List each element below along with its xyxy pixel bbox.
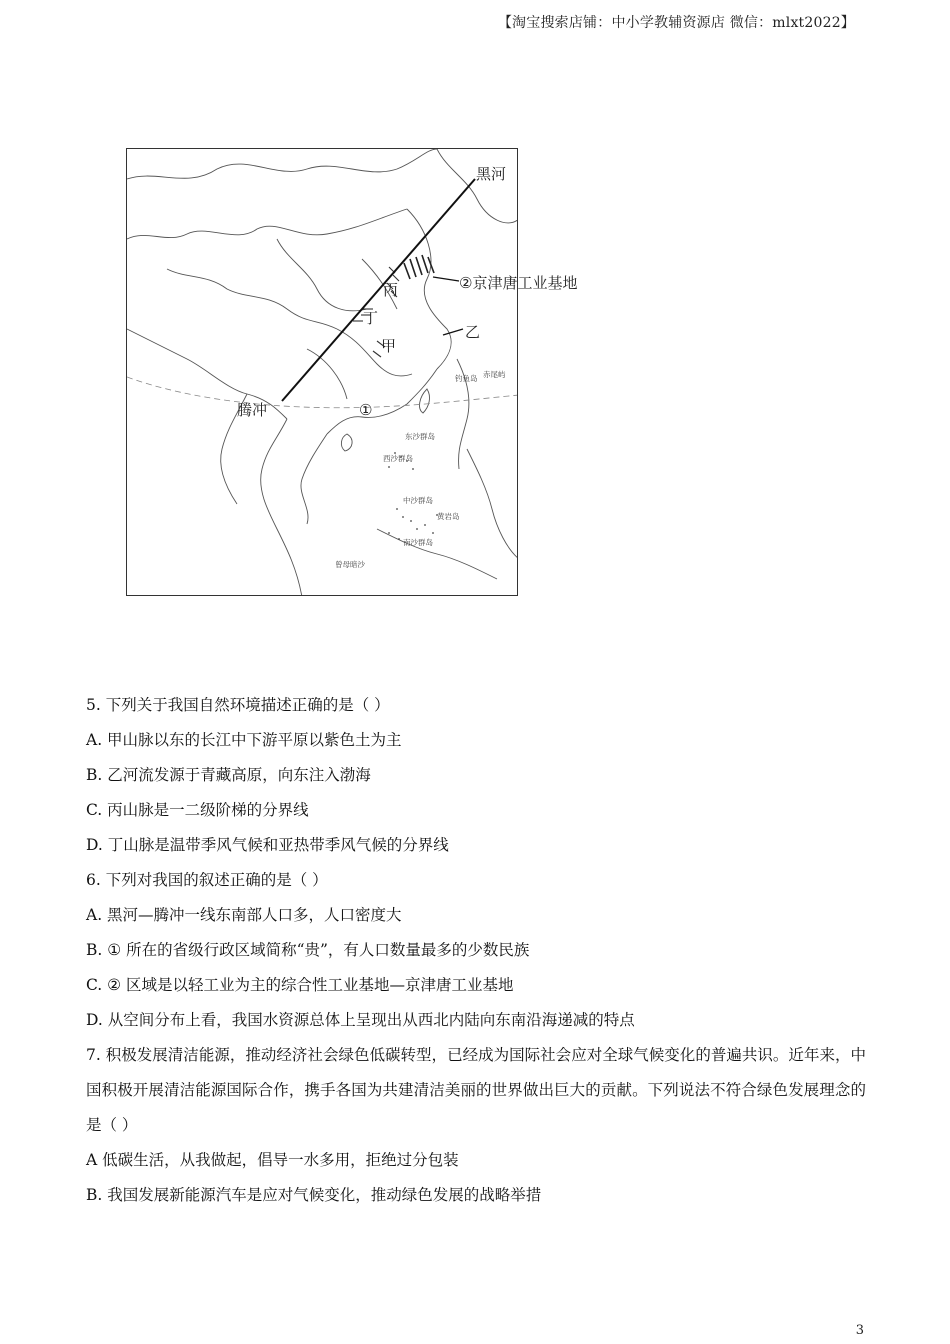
island-label-zengmu: 曾母暗沙: [335, 560, 365, 569]
yi-label: 乙: [465, 323, 481, 341]
q7-option-b: B. 我国发展新能源汽车是应对气候变化，推动绿色发展的战略举措: [86, 1186, 542, 1204]
heihe-label: 黑河: [476, 165, 507, 183]
q7-option-a: A 低碳生活，从我做起，倡导一水多用，拒绝过分包装: [86, 1151, 459, 1169]
jingjintang-hatch: [404, 255, 434, 279]
page-header: 【淘宝搜索店铺：中小学教辅资源店 微信：mlxt2022】: [497, 15, 855, 31]
tengchong-label: 腾冲: [237, 401, 268, 419]
island-label-chiwei: 赤尾屿: [483, 370, 506, 379]
question-list: [86, 688, 866, 1213]
q6-option-d: D. 从空间分布上看，我国水资源总体上呈现出从西北内陆向东南沿海递减的特点: [86, 1011, 635, 1029]
jia-label: 甲: [381, 337, 397, 355]
bing-label: 丙: [383, 281, 399, 299]
q6-option-b: B. ① 所在的省级行政区域简称“贵”，有人口数量最多的少数民族: [86, 941, 530, 959]
island-label-diaoyu: 钓鱼岛: [455, 374, 478, 383]
q5-option-a: A. 甲山脉以东的长江中下游平原以紫色土为主: [86, 731, 402, 749]
island-label-zhongsha: 中沙群岛: [403, 496, 433, 505]
q6-option-c: C. ② 区域是以轻工业为主的综合性工业基地—京津唐工业基地: [86, 976, 514, 994]
island-label-xisha: 西沙群岛: [383, 454, 413, 463]
yi-leader-line: [443, 329, 463, 335]
page-number: 3: [855, 1323, 864, 1338]
map-borders: [127, 149, 518, 596]
china-map-svg: [127, 149, 518, 596]
base-leader-line: [433, 277, 459, 281]
q7-stem: 7. 积极发展清洁能源，推动经济社会绿色低碳转型，已经成为国际社会应对全球气候变化的普遍共识。近年来，中国积极开展清洁能源国际合作，携手各国为共建清洁美丽的世界做出巨大的贡献。下列说法不符合绿色发展理念的是（ ）: [86, 1046, 866, 1134]
ding-label: 丁: [363, 309, 379, 327]
q5-option-c: C. 丙山脉是一二级阶梯的分界线: [86, 801, 309, 819]
island-label-nansha: 南沙群岛: [403, 538, 433, 547]
jingjintang-callout: ②京津唐工业基地: [459, 274, 578, 292]
heihe-tengchong-line: [282, 179, 475, 401]
region-1-label: ①: [359, 401, 373, 419]
q5-option-b: B. 乙河流发源于青藏高原，向东注入渤海: [86, 766, 371, 784]
q6-option-a: A. 黑河—腾冲一线东南部人口多，人口密度大: [86, 906, 402, 924]
q6-stem: 6. 下列对我国的叙述正确的是（ ）: [86, 871, 328, 889]
island-label-huangyan: 黄岩岛: [437, 512, 460, 521]
q5-option-d: D. 丁山脉是温带季风气候和亚热带季风气候的分界线: [86, 836, 449, 854]
q5-stem: 5. 下列关于我国自然环境描述正确的是（ ）: [86, 696, 390, 714]
island-label-dongsha: 东沙群岛: [405, 432, 435, 441]
china-map-figure: [126, 148, 518, 596]
